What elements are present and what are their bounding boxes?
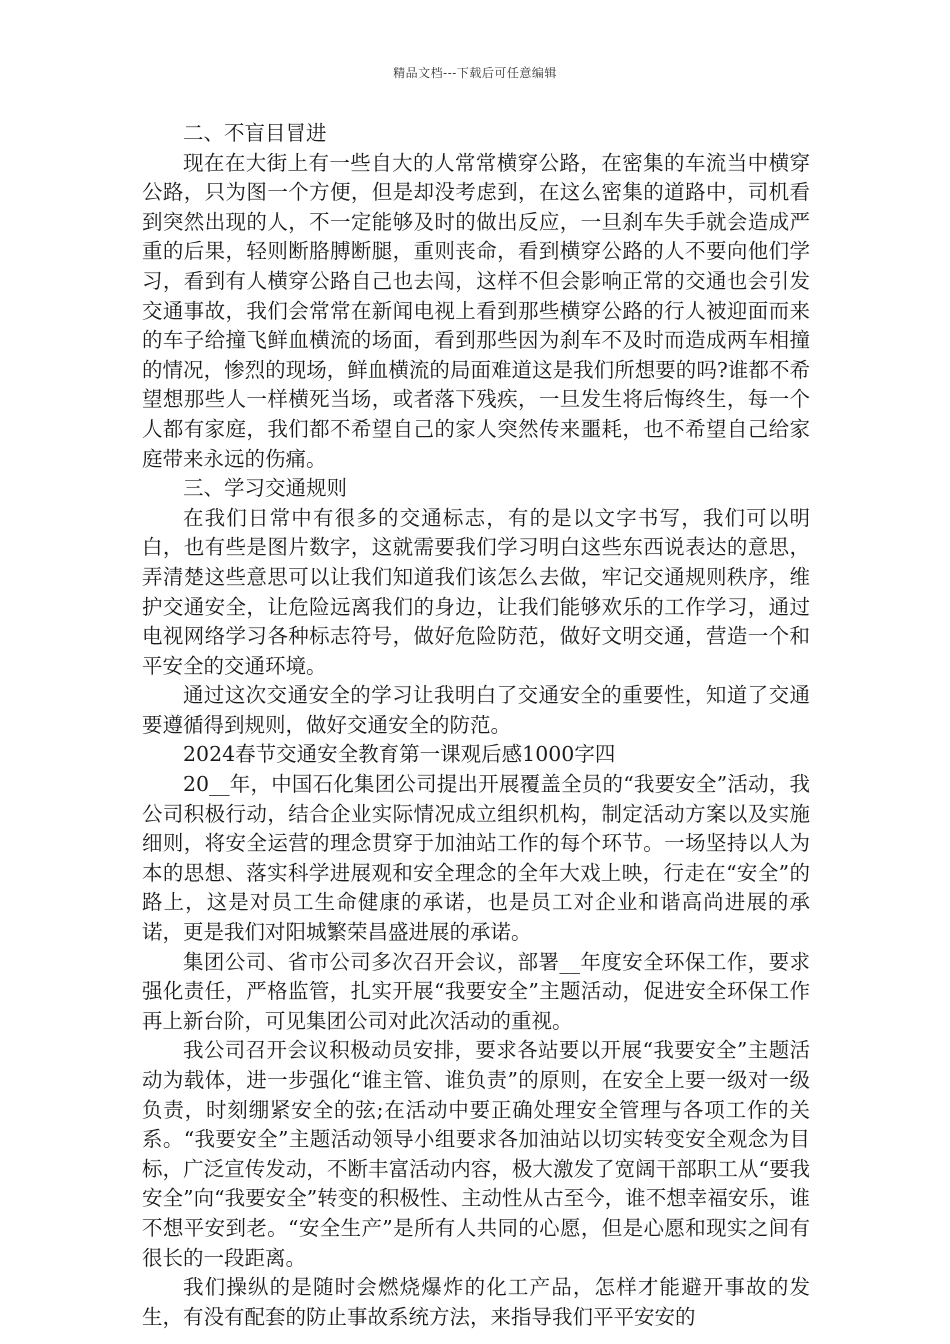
section-heading: 二、不盲目冒进 <box>183 121 327 145</box>
article-title: 2024春节交通安全教育第一课观后感1000字四 <box>183 742 616 767</box>
paragraph: 20__年，中国石化集团公司提出开展覆盖全员的“我要安全”活动，我公司积极行动，结合企业实际情况成立组织机构，制定活动方案以及实施细则，将安全运营的理念贯穿于加油站工作的每个环节。一场坚持以人为本的思想、落实科学进展观和安全理念的全年大戏上映，行走在“安全”的路上，这是对员工生命健康的承诺，也是员工对企业和谐高尚进展的承诺，更是我们对阳城繁荣昌盛进展的承诺。 <box>142 772 810 945</box>
section-heading: 三、学习交通规则 <box>183 476 347 501</box>
paragraph: 通过这次交通安全的学习让我明白了交通安全的重要性，知道了交通要遵循得到规则，做好交通安全的防范。 <box>142 683 810 737</box>
paragraph: 集团公司、省市公司多次召开会议，部署__年度安全环保工作，要求强化责任，严格监管，扎实开展“我要安全”主题活动，促进安全环保工作再上新台阶，可见集团公司对此次活动的重视。 <box>142 949 810 1033</box>
paragraph: 我们操纵的是随时会燃烧爆炸的化工产品，怎样才能避开事故的发生，有没有配套的防止事故系统方法，来指导我们平平安安的 <box>142 1275 810 1329</box>
page-header: 精品文档---下载后可任意编辑 <box>393 66 557 80</box>
paragraph: 现在在大街上有一些自大的人常常横穿公路，在密集的车流当中横穿公路，只为图一个方便，但是却没考虑到，在这么密集的道路中，司机看到突然出现的人，不一定能够及时的做出反应，一旦刹车失手就会造成严重的后果，轻则断胳膊断腿，重则丧命，看到横穿公路的人不要向他们学习，看到有人横穿公路自己也去闯，这样不但会影响正常的交通也会引发交通事故，我们会常常在新闻电视上看到那些横穿公路的行人被迎面而来的车子给撞飞鲜血横流的场面，看到那些因为刹车不及时而造成两车相撞的情况，惨烈的现场，鲜血横流的局面难道这是我们所想要的吗?谁都不希望想那些人一样横死当场，或者落下残疾，一旦发生将后悔终生，每一个人都有家庭，我们都不希望自己的家人突然传来噩耗，也不希望自己给家庭带来永远的伤痛。 <box>142 150 810 471</box>
paragraph: 在我们日常中有很多的交通标志，有的是以文字书写，我们可以明白，也有些是图片数字，这就需要我们学习明白这些东西说表达的意思，弄清楚这些意思可以让我们知道我们该怎么去做，牢记交通规则秩序，维护交通安全，让危险远离我们的身边，让我们能够欢乐的工作学习，通过电视网络学习各种标志符号，做好危险防范，做好文明交通，营造一个和平安全的交通环境。 <box>142 505 810 678</box>
paragraph: 我公司召开会议积极动员安排，要求各站要以开展“我要安全”主题活动为载体，进一步强化“谁主管、谁负责”的原则，在安全上要一级对一级负责，时刻绷紧安全的弦;在活动中要正确处理安全管理与各项工作的关系。“我要安全”主题活动领导小组要求各加油站以切实转变安全观念为目标，广泛宣传发动，不断丰富活动内容，极大激发了宽阔干部职工从“要我安全”向“我要安全”转变的积极性、主动性从古至今，谁不想幸福安乐，谁不想平安到老。“安全生产”是所有人共同的心愿，但是心愿和现实之间有很长的一段距离。 <box>142 1038 810 1270</box>
document-body <box>142 119 810 1332</box>
